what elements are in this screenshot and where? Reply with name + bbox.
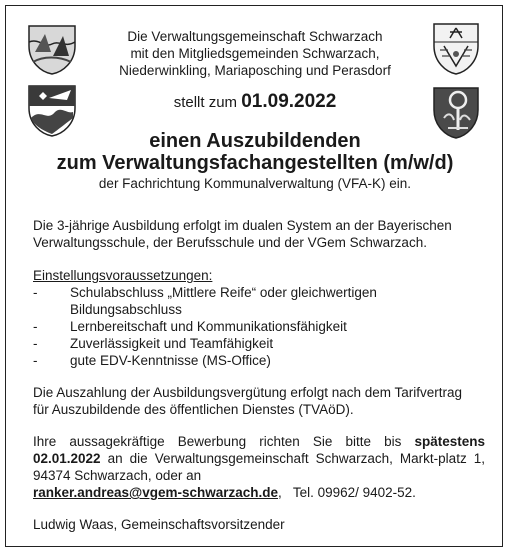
header-line-2: mit den Mitgliedsgemeinden Schwarzach, <box>130 46 380 61</box>
training-paragraph <box>33 217 485 251</box>
application-paragraph: Ihre aussagekräftige Bewerbung richten Sie bitte bis spätestens 02.01.2022 an die Verwaltungsgemeinschaft Schwarzach, Markt-platz 1, 94374 Schwarzach, oder an ranker.andreas@vgem-schwarzach.de, Tel. 09962/ 9402-52. <box>33 434 485 500</box>
application-deadline-label: spätestens <box>414 434 485 449</box>
list-bullet: - <box>33 285 38 300</box>
payment-line-2: für Auszubildende des öffentlichen Dienstes (TVAöD). <box>33 402 354 417</box>
list-bullet: - <box>33 319 38 334</box>
ad-body <box>33 217 485 533</box>
header-line-3: Niederwinkling, Mariaposching und Perasdorf <box>119 63 391 78</box>
phone-number: Tel. 09962/ 9402-52. <box>292 485 416 500</box>
training-line-1: Die 3-jährige Ausbildung erfolgt im dualen System an der Bayerischen <box>33 218 452 233</box>
start-date-line <box>100 91 410 113</box>
list-bullet: - <box>33 336 38 351</box>
signature: Ludwig Waas, Gemeinschaftsvorsitzender <box>33 517 285 532</box>
application-intro: Ihre aussagekräftige Bewerbung richten Sie bitte bis <box>33 434 402 449</box>
list-item <box>33 352 485 369</box>
position-subtitle: der Fachrichtung Kommunalverwaltung (VFA-K) ein. <box>98 176 412 191</box>
coat-of-arms-niederwinkling-icon <box>430 20 482 76</box>
requirement-text: Lernbereitschaft und Kommunikationsfähigkeit <box>70 319 347 334</box>
requirements-heading: Einstellungsvoraussetzungen: <box>33 268 213 283</box>
list-item <box>33 335 485 352</box>
requirement-text: Zuverlässigkeit und Teamfähigkeit <box>70 336 274 351</box>
start-date-prefix: stellt zum <box>173 94 238 111</box>
requirement-text: gute EDV-Kenntnisse (MS-Office) <box>70 353 271 368</box>
start-date: 01.09.2022 <box>241 91 337 112</box>
application-recipient: an die Verwaltungsgemeinschaft Schwarzach, Markt-platz 1, 94374 Schwarzach, oder an <box>33 451 485 483</box>
position-title-line-2: zum Verwaltungsfachangestellten (m/w/d) <box>56 152 454 174</box>
list-bullet: - <box>33 353 38 368</box>
requirements-list <box>33 284 485 369</box>
training-line-2: Verwaltungsschule, der Berufsschule und der VGem Schwarzach. <box>33 235 427 250</box>
list-item <box>33 284 485 318</box>
application-deadline-date: 02.01.2022 <box>33 451 101 466</box>
position-title-block <box>20 130 490 192</box>
payment-paragraph <box>33 384 485 418</box>
position-title-line-1: einen Auszubildenden <box>149 130 361 152</box>
header-line-1: Die Verwaltungsgemeinschaft Schwarzach <box>127 29 383 44</box>
requirement-text: Schulabschluss „Mittlere Reife“ oder gleichwertigen Bildungsabschluss <box>70 285 377 317</box>
coat-of-arms-schwarzach-icon <box>25 22 79 76</box>
list-item <box>33 318 485 335</box>
issuer-header <box>100 28 410 79</box>
email-link[interactable]: ranker.andreas@vgem-schwarzach.de <box>33 485 279 500</box>
payment-line-1: Die Auszahlung der Ausbildungsvergütung erfolgt nach dem Tarifvertrag <box>33 385 463 400</box>
